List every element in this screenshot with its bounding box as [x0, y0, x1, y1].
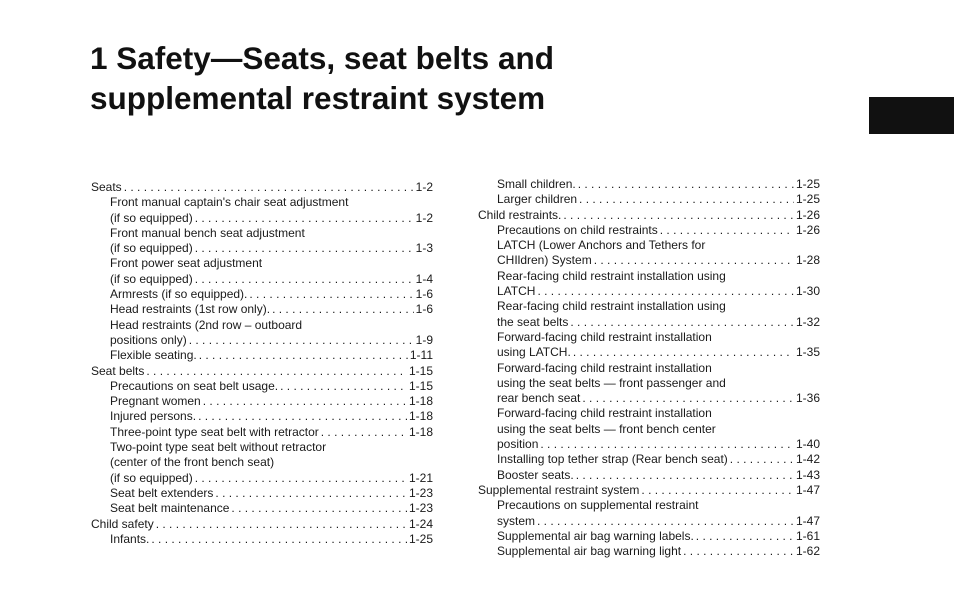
- toc-dot-leader: [582, 391, 794, 406]
- toc-column-right: [478, 177, 820, 559]
- chapter-tab-marker: [869, 97, 954, 134]
- chapter-title: [90, 38, 554, 118]
- toc-entry[interactable]: [478, 284, 820, 299]
- toc-entry-page: 1-36: [795, 391, 820, 406]
- toc-dot-leader: [594, 253, 794, 268]
- toc-dot-leader: [321, 425, 407, 440]
- toc-entry-text: the seat belts: [497, 314, 569, 329]
- toc-entry[interactable]: [91, 180, 433, 195]
- toc-entry-text: Armrests (if so equipped).: [110, 287, 248, 302]
- toc-entry-page: 1-6: [415, 302, 433, 317]
- toc-entry-page: 1-62: [795, 544, 820, 559]
- toc-entry-continued[interactable]: [91, 440, 433, 455]
- toc-dot-leader: [151, 532, 407, 547]
- toc-entry-page: 1-25: [408, 531, 433, 546]
- toc-entry[interactable]: [91, 501, 433, 516]
- toc-entry-text: using LATCH.: [497, 345, 571, 360]
- toc-dot-leader: [641, 483, 794, 498]
- toc-entry-text: (if so equipped): [110, 470, 193, 485]
- toc-entry-page: 1-26: [795, 222, 820, 237]
- toc-entry-text: Seat belts: [91, 363, 145, 378]
- toc-entry[interactable]: [91, 394, 433, 409]
- toc-entry-text: (center of the front bench seat): [110, 455, 275, 470]
- toc-entry-page: 1-42: [795, 452, 820, 467]
- toc-entry-text: Supplemental air bag warning light: [497, 544, 682, 559]
- toc-entry-page: 1-25: [795, 177, 820, 191]
- toc-entry-page: 1-2: [415, 210, 433, 225]
- toc-entry-continued[interactable]: [478, 376, 820, 391]
- toc-entry-page: 1-40: [795, 437, 820, 452]
- toc-entry-text: Small children.: [497, 177, 576, 191]
- toc-entry-page: 1-18: [408, 409, 433, 424]
- toc-entry-continued[interactable]: [478, 361, 820, 376]
- toc-entry-text: position: [497, 437, 539, 452]
- toc-dot-leader: [537, 284, 794, 299]
- toc-entry[interactable]: [91, 348, 433, 363]
- toc-entry[interactable]: [478, 544, 820, 559]
- toc-entry-text: Three-point type seat belt with retractor: [110, 424, 319, 439]
- toc-entry[interactable]: [91, 471, 433, 486]
- chapter-title-line2: supplemental restraint system: [90, 80, 546, 116]
- toc-entry[interactable]: [478, 529, 820, 544]
- toc-dot-leader: [156, 517, 407, 532]
- toc-entry-text: rear bench seat: [497, 391, 581, 406]
- toc-entry[interactable]: [478, 468, 820, 483]
- toc-entry-page: 1-4: [415, 271, 433, 286]
- toc-dot-leader: [573, 345, 794, 360]
- toc-dot-leader: [199, 348, 408, 363]
- toc-entry-text: Flexible seating.: [110, 348, 197, 363]
- toc-entry-text: LATCH (Lower Anchors and Tethers for: [497, 238, 706, 253]
- toc-entry-text: CHIldren) System: [497, 253, 592, 268]
- toc-entry[interactable]: [91, 211, 433, 226]
- toc-entry[interactable]: [478, 315, 820, 330]
- toc-entry-page: 1-3: [415, 241, 433, 256]
- toc-entry-page: 1-47: [795, 482, 820, 497]
- toc-entry[interactable]: [478, 483, 820, 498]
- chapter-title-line1: 1 Safety—Seats, seat belts and: [90, 40, 554, 76]
- toc-entry-page: 1-21: [408, 470, 433, 485]
- toc-entry-text: Precautions on child restraints: [497, 222, 658, 237]
- toc-entry-continued[interactable]: [91, 256, 433, 271]
- toc-entry-continued[interactable]: [478, 330, 820, 345]
- toc-dot-leader: [231, 501, 407, 516]
- toc-column-left: [91, 180, 433, 547]
- toc-entry-text: Forward-facing child restraint installation: [497, 406, 712, 421]
- toc-entry-text: Head restraints (2nd row – outboard: [110, 317, 303, 332]
- toc-entry[interactable]: [91, 409, 433, 424]
- toc-entry-continued[interactable]: [478, 406, 820, 421]
- toc-entry-text: Pregnant women: [110, 394, 201, 409]
- toc-entry-text: Booster seats.: [497, 467, 574, 482]
- toc-dot-leader: [579, 192, 794, 207]
- toc-entry[interactable]: [91, 241, 433, 256]
- toc-entry-page: 1-30: [795, 284, 820, 299]
- toc-entry[interactable]: [91, 364, 433, 379]
- toc-entry-text: Front manual bench seat adjustment: [110, 225, 305, 240]
- toc-entry[interactable]: [91, 379, 433, 394]
- toc-entry-text: Front manual captain's chair seat adjustment: [110, 195, 349, 210]
- toc-entry-page: 1-26: [795, 207, 820, 222]
- toc-entry[interactable]: [91, 302, 433, 317]
- toc-entry-page: 1-15: [408, 363, 433, 378]
- toc-entry-text: Larger children: [497, 192, 578, 207]
- toc-entry-page: 1-24: [408, 516, 433, 531]
- toc-dot-leader: [195, 471, 407, 486]
- toc-dot-leader: [272, 302, 414, 317]
- toc-entry[interactable]: [478, 223, 820, 238]
- toc-entry-text: LATCH: [497, 284, 536, 299]
- toc-entry-continued[interactable]: [478, 422, 820, 437]
- toc-entry-text: Precautions on supplemental restraint: [497, 498, 699, 513]
- toc-dot-leader: [146, 364, 407, 379]
- toc-entry-page: 1-43: [795, 467, 820, 482]
- toc-entry-page: 1-15: [408, 378, 433, 393]
- toc-entry-page: 1-32: [795, 314, 820, 329]
- toc-entry[interactable]: [478, 208, 820, 223]
- toc-entry[interactable]: [91, 272, 433, 287]
- toc-entry[interactable]: [478, 391, 820, 406]
- toc-entry-text: Injured persons.: [110, 409, 197, 424]
- toc-entry-continued[interactable]: [91, 318, 433, 333]
- toc-entry-text: Infants.: [110, 531, 150, 546]
- toc-entry-text: Two-point type seat belt without retractor: [110, 440, 327, 455]
- toc-entry-text: Forward-facing child restraint installation: [497, 360, 712, 375]
- toc-entry-page: 1-9: [415, 332, 433, 347]
- toc-entry-page: 1-2: [415, 180, 433, 194]
- toc-entry-text: Rear-facing child restraint installation using: [497, 299, 726, 314]
- toc-entry-text: Rear-facing child restraint installation using: [497, 268, 726, 283]
- toc-entry[interactable]: [478, 253, 820, 268]
- toc-entry[interactable]: [91, 287, 433, 302]
- toc-entry-continued[interactable]: [478, 269, 820, 284]
- toc-dot-leader: [203, 394, 407, 409]
- toc-entry[interactable]: [478, 345, 820, 360]
- toc-dot-leader: [249, 287, 413, 302]
- toc-dot-leader: [660, 223, 794, 238]
- toc-entry[interactable]: [91, 486, 433, 501]
- toc-entry-continued[interactable]: [478, 238, 820, 253]
- toc-dot-leader: [198, 409, 407, 424]
- toc-entry-text: Forward-facing child restraint installation: [497, 329, 712, 344]
- toc-entry-page: 1-6: [415, 287, 433, 302]
- toc-entry-text: Supplemental restraint system: [478, 482, 640, 497]
- toc-entry-page: 1-47: [795, 513, 820, 528]
- toc-dot-leader: [696, 529, 794, 544]
- toc-entry-page: 1-25: [795, 192, 820, 207]
- toc-entry-page: 1-23: [408, 501, 433, 516]
- toc-entry-page: 1-35: [795, 345, 820, 360]
- toc-entry-text: Seats: [91, 180, 122, 194]
- toc-entry-text: Front power seat adjustment: [110, 256, 263, 271]
- toc-dot-leader: [683, 544, 794, 559]
- toc-entry[interactable]: [91, 425, 433, 440]
- toc-entry-text: positions only): [110, 332, 187, 347]
- toc-entry-page: 1-18: [408, 424, 433, 439]
- toc-dot-leader: [576, 468, 794, 483]
- toc-entry-text: (if so equipped): [110, 271, 193, 286]
- toc-entry-text: Seat belt extenders: [110, 485, 214, 500]
- toc-entry[interactable]: [91, 532, 433, 547]
- toc-dot-leader: [578, 177, 794, 192]
- toc-entry-page: 1-61: [795, 528, 820, 543]
- toc-dot-leader: [215, 486, 407, 501]
- toc-entry-text: Child restraints.: [478, 207, 562, 222]
- toc-entry-page: 1-18: [408, 394, 433, 409]
- toc-dot-leader: [195, 211, 414, 226]
- toc-entry-text: using the seat belts — front passenger and: [497, 375, 726, 390]
- toc-entry-continued[interactable]: [91, 195, 433, 210]
- toc-entry-continued[interactable]: [91, 455, 433, 470]
- toc-entry-text: Installing top tether strap (Rear bench seat): [497, 452, 728, 467]
- toc-dot-leader: [195, 241, 414, 256]
- toc-dot-leader: [563, 208, 794, 223]
- toc-entry[interactable]: [478, 177, 820, 192]
- toc-dot-leader: [124, 180, 414, 195]
- toc-entry-text: Precautions on seat belt usage.: [110, 378, 279, 393]
- toc-dot-leader: [730, 452, 794, 467]
- toc-entry[interactable]: [91, 333, 433, 348]
- toc-dot-leader: [195, 272, 414, 287]
- toc-entry-text: using the seat belts — front bench center: [497, 421, 716, 436]
- toc-entry-continued[interactable]: [478, 498, 820, 513]
- toc-entry-continued[interactable]: [478, 299, 820, 314]
- toc-entry[interactable]: [91, 517, 433, 532]
- toc-entry-text: Head restraints (1st row only).: [110, 302, 271, 317]
- toc-entry-text: Seat belt maintenance: [110, 501, 230, 516]
- toc-entry-page: 1-23: [408, 485, 433, 500]
- toc-entry[interactable]: [478, 452, 820, 467]
- toc-dot-leader: [537, 514, 794, 529]
- toc-dot-leader: [280, 379, 407, 394]
- toc-entry[interactable]: [478, 514, 820, 529]
- toc-entry-text: system: [497, 513, 536, 528]
- toc-entry-page: 1-11: [409, 348, 433, 363]
- toc-dot-leader: [189, 333, 414, 348]
- toc-entry-text: (if so equipped): [110, 210, 193, 225]
- toc-entry[interactable]: [478, 437, 820, 452]
- toc-dot-leader: [540, 437, 794, 452]
- toc-entry-continued[interactable]: [91, 226, 433, 241]
- toc-entry-text: (if so equipped): [110, 241, 193, 256]
- toc-entry-text: Child safety: [91, 516, 154, 531]
- toc-dot-leader: [570, 315, 794, 330]
- toc-entry-text: Supplemental air bag warning labels.: [497, 528, 694, 543]
- toc-entry-page: 1-28: [795, 253, 820, 268]
- toc-entry[interactable]: [478, 192, 820, 207]
